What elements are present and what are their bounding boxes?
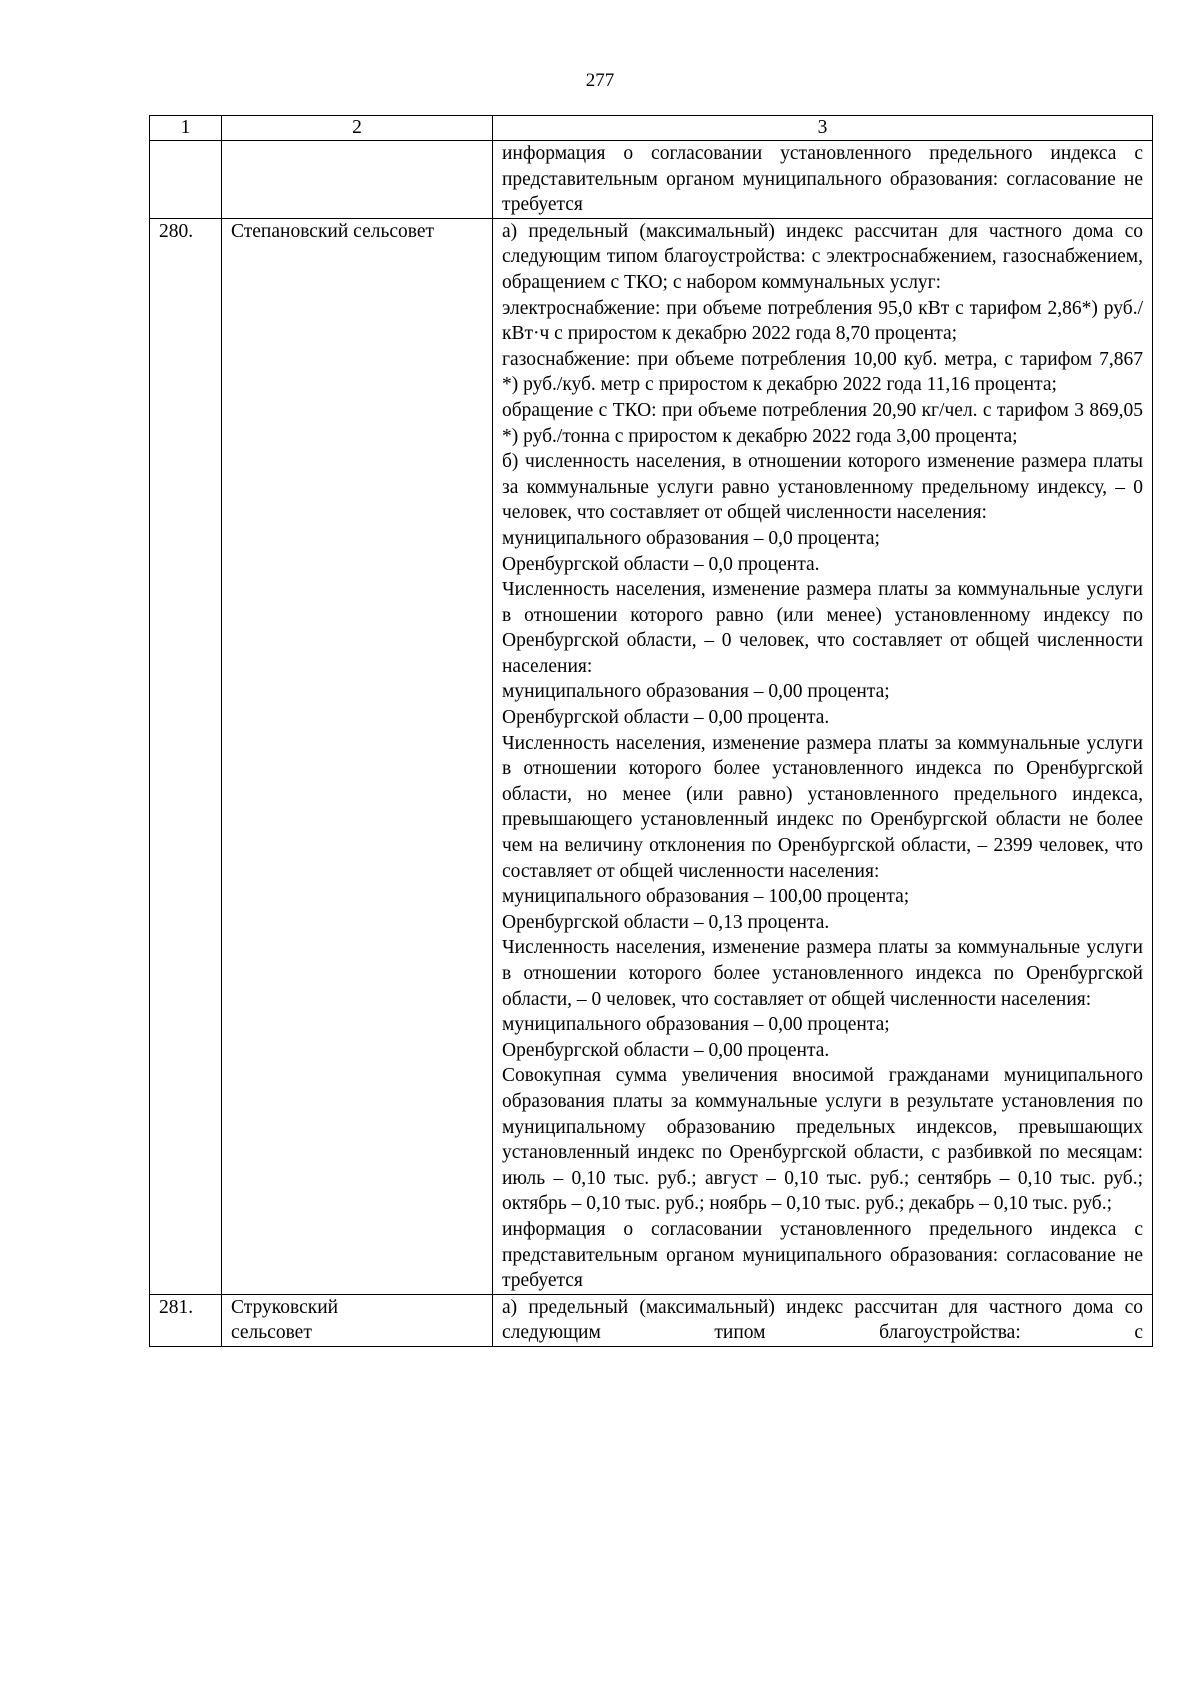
paragraph: Численность населения, изменение размера платы за коммунальные услуги в отношении которого более установленного индекса по Оренбургской области, – 0 человек, что составляет от общей численности населения: bbox=[502, 937, 1143, 1010]
paragraph: информация о согласовании установленного предельного индекса с представительным органом муниципального образования: согласование не требуется bbox=[502, 143, 1143, 216]
paragraph: муниципального образования – 0,00 процента; bbox=[502, 1014, 890, 1036]
paragraph: Совокупная сумма увеличения вносимой гражданами муниципального образования платы за коммунальные услуги в результате установления по муниципальному образованию предельных индексов, превышающих установленный индекс по Оренбургской области, с разбивкой по месяцам: июль – 0,10 тыс. руб.; август – 0,10 тыс. руб.; сентябрь – 0,10 тыс. руб.; октябрь – 0,10 тыс. руб.; ноябрь – 0,10 тыс. руб.; декабрь – 0,10 тыс. руб.; bbox=[502, 1065, 1143, 1215]
paragraph: а) предельный (максимальный) индекс рассчитан для частного дома со следующим типом благоустройства: с bbox=[502, 1296, 1143, 1344]
paragraph: муниципального образования – 0,00 процента; bbox=[502, 681, 890, 703]
page-number: 277 bbox=[585, 70, 615, 91]
paragraph: обращение с ТКО: при объеме потребления 20,90 кг/чел. с тарифом 3 869,05 *) руб./тонна с приростом к декабрю 2022 года 3,00 процента; bbox=[502, 399, 1143, 447]
header-cell-1: 1 bbox=[150, 116, 222, 141]
municipality-name-line: сельсовет bbox=[231, 1322, 312, 1344]
paragraph: б) численность населения, в отношении которого изменение размера платы за коммунальные услуги равно установленному предельному индексу, – 0 человек, что составляет от общей численности населения: bbox=[502, 451, 1143, 524]
header-cell-2: 2 bbox=[222, 116, 493, 141]
paragraph: Оренбургской области – 0,0 процента. bbox=[502, 553, 820, 575]
municipality-name-line: Струковский bbox=[231, 1296, 339, 1318]
table-row bbox=[150, 218, 1153, 1294]
paragraph: муниципального образования – 0,0 процента; bbox=[502, 527, 880, 549]
row-number-cell bbox=[150, 141, 222, 219]
paragraph: Численность населения, изменение размера платы за коммунальные услуги в отношении которого равно (или менее) установленному индексу по Оренбургской области, – 0 человек, что составляет от общей численности населения: bbox=[502, 579, 1143, 677]
continuation-row bbox=[150, 141, 1153, 219]
paragraph: Численность населения, изменение размера платы за коммунальные услуги в отношении которого более установленного индекса по Оренбургской области, но менее (или равно) установленного предельного индекса, превышающего установленный индекс по Оренбургской области не более чем на величину отклонения по Оренбургской области, – 2399 человек, что составляет от общей численности населения: bbox=[502, 732, 1143, 882]
paragraph: информация о согласовании установленного предельного индекса с представительным органом муниципального образования: согласование не требуется bbox=[502, 1218, 1143, 1292]
paragraph: муниципального образования – 100,00 процента; bbox=[502, 886, 910, 908]
description-cell bbox=[493, 141, 1153, 219]
paragraph: газоснабжение: при объеме потребления 10,00 куб. метра, с тарифом 7,867 *) руб./куб. метр с приростом к декабрю 2022 года 11,16 процента; bbox=[502, 348, 1143, 396]
table-header-row bbox=[150, 116, 1153, 141]
paragraph: Оренбургской области – 0,13 процента. bbox=[502, 911, 830, 933]
municipality-name bbox=[222, 1294, 493, 1346]
paragraph: Оренбургской области – 0,00 процента. bbox=[502, 1039, 830, 1061]
paragraph: электроснабжение: при объеме потребления 95,0 кВт с тарифом 2,86*) руб./кВт·ч с приростом к декабрю 2022 года 8,70 процента; bbox=[502, 297, 1143, 345]
index-table bbox=[149, 115, 1153, 1347]
table-row bbox=[150, 1294, 1153, 1346]
paragraph: а) предельный (максимальный) индекс рассчитан для частного дома со следующим типом благоустройства: с электроснабжением, газоснабжением, обращением с ТКО; с набором коммунальных услуг: bbox=[502, 220, 1143, 293]
row-number: 281. bbox=[150, 1294, 222, 1346]
description-cell bbox=[493, 218, 1153, 1294]
description-cell bbox=[493, 1294, 1153, 1346]
municipality-cell bbox=[222, 141, 493, 219]
paragraph: Оренбургской области – 0,00 процента. bbox=[502, 707, 830, 729]
header-cell-3: 3 bbox=[493, 116, 1153, 141]
municipality-name: Степановский сельсовет bbox=[222, 218, 493, 1294]
row-number: 280. bbox=[150, 218, 222, 1294]
